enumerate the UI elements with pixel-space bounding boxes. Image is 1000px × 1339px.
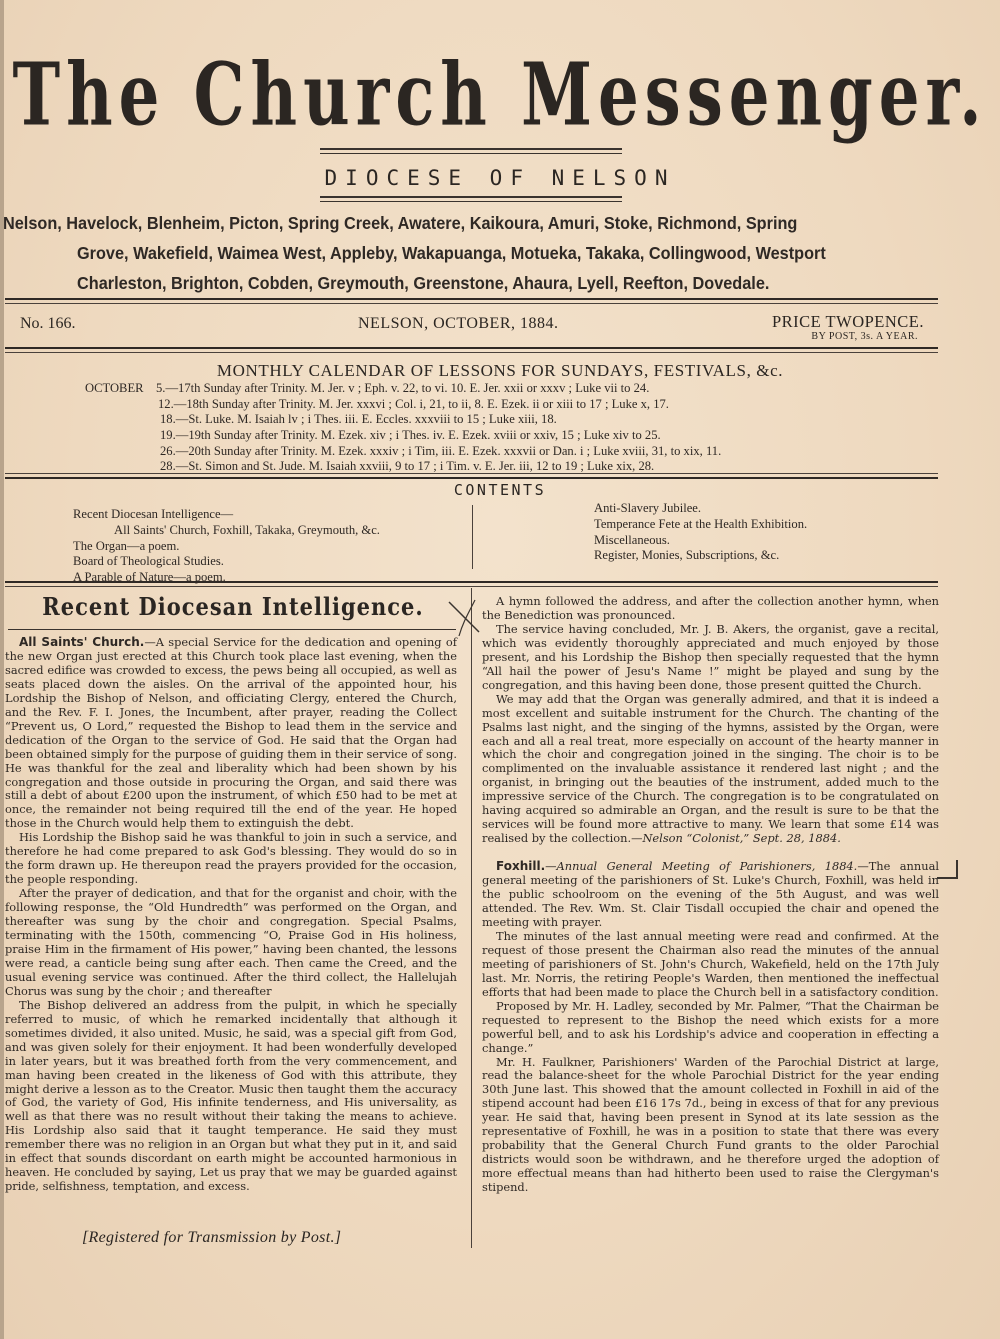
- calendar-entry: [85, 412, 985, 428]
- parish-line: Grove, Wakefield, Waimea West, Appleby, Wakapuanga, Motueka, Takaka, Collingwood, Westport: [77, 243, 826, 263]
- article-paragraph: Proposed by Mr. H. Ladley, seconded by Mr. Palmer, “That the Chairman be requested to represent to the Bishop the need which exists for a more powerful bell, and to ask his Lordship's advice and cooperation in effecting a change.”: [482, 998, 939, 1055]
- article-source: Nelson “Colonist,” Sept. 28, 1884.: [642, 831, 841, 846]
- calendar-entry-text: 19.—19th Sunday after Trinity. M. Ezek. xiv ; i Thes. iv. E. Ezek. xviii or xxiv, 15 ; Luke xiv to 25.: [160, 428, 661, 443]
- article-rule-top-thin: [5, 586, 938, 587]
- contents-item[interactable]: Board of Theological Studies.: [73, 554, 224, 569]
- article-paragraph: His Lordship the Bishop said he was thankful to join in such a service, and therefore he had come prepared to ask God's blessing. They would do so in the form drawn up. He thereupon read the prayers provided for the occasion, the people responding.: [5, 830, 457, 887]
- article-spacer: [482, 846, 939, 860]
- contents-right-list: [594, 501, 807, 564]
- registered-notice: [Registered for Transmission by Post.]: [82, 1229, 342, 1246]
- article-paragraph: The minutes of the last annual meeting were read and confirmed. At the request of those present the Chairman also read the minutes of the annual meeting of parishioners of St. John's Church, Wakefield, held on the 17th July last. Mr. Norris, the retiring People's Warden, then mentioned the ineffectual efforts that had been made to place the Church bell in a satisfactory condition.: [482, 928, 939, 999]
- article-paragraph: The Bishop delivered an address from the pulpit, in which he specially referred to music, of which he remarked incidentally that although it sometimes divided, it also united. Music, he said, was a special gift from God, and was given solely for their enjoyment. It had been wonderfully developed in later years, but it was breathed forth from the very commencement, and man having been created in the likeness of God with this attribute, they might derive a lesson as to the Creator. Music then taught them the accuracy of God, the variety of God, His infinite tenderness, and His universality, as well as that there was no result without their taking the means to achieve. His Lordship also said that it taught temperance. He said they must remember there was no religion in an Organ but what they put in it, and said in effect that sounds discordant on earth might be accounted harmonious in heaven. He concluded by saying, Let us pray that we may be guarded against pride, selfishness, temptation, and excess.: [5, 997, 457, 1194]
- contents-item[interactable]: The Organ—a poem.: [73, 538, 180, 553]
- masthead-rule-bottom: [320, 196, 622, 198]
- article-rule-top: [5, 581, 938, 583]
- article-paragraph: We may add that the Organ was generally admired, and that it is indeed a most excellent and suitable instrument for the Church. The chanting of the Psalms last night, and the singing of the hymns, assisted by the Organ, were each and all a real treat, more especially on account of the hearty manner in which the choir and congregation joined in the singing. The choir is to be complimented on the invaluable assistance it rendered last night ; and the organist, in bringing out the beauties of the instrument, added much to the impressive service of the Church. The congregation is to be congratulated on having acquired so admirable an Organ, and the result is sure to be that the services will be found more attractive to many. We learn that some £14 was realised by the collection.—: [482, 691, 939, 846]
- issue-rule-top-thin: [5, 303, 938, 304]
- calendar-month: OCTOBER: [85, 381, 144, 395]
- article-subtitle: —Annual General Meeting of Parishioners, 1884.: [545, 859, 858, 874]
- page-edge: [0, 0, 4, 1339]
- issue-price: PRICE TWOPENCE.: [771, 312, 924, 331]
- parish-line: Nelson, Havelock, Blenheim, Picton, Spring Creek, Awatere, Kaikoura, Amuri, Stoke, Richmond, Spring: [3, 213, 798, 233]
- masthead-rule-top: [320, 148, 622, 150]
- parish-line: Charleston, Brighton, Cobden, Greymouth, Greenstone, Ahaura, Lyell, Reefton, Dovedale.: [77, 273, 770, 293]
- section-heading: Recent Diocesan Intelligence.: [42, 592, 424, 621]
- calendar-rule-top: [5, 347, 938, 349]
- issue-rule-top: [5, 298, 938, 300]
- contents-item[interactable]: Anti-Slavery Jubilee.: [594, 501, 702, 515]
- contents-item[interactable]: A Parable of Nature—a poem.: [73, 570, 226, 585]
- calendar-entry: [85, 397, 985, 413]
- issue-dateline: NELSON, OCTOBER, 1884.: [358, 315, 559, 332]
- article-lead: All Saints' Church.: [19, 635, 145, 649]
- calendar-lessons: [85, 381, 985, 475]
- diocese-subtitle: DIOCESE OF NELSON: [324, 166, 676, 190]
- calendar-entry-text: 26.—20th Sunday after Trinity. M. Ezek. xxxiv ; i Tim, iii. E. Ezek. xxxvii or Dan. i ; Luke xviii, 31, to xix, 11.: [160, 443, 722, 458]
- article-lead: Foxhill.: [496, 859, 546, 874]
- article-paragraph: A hymn followed the address, and after the collection another hymn, when the Benediction was pronounced.: [482, 594, 939, 622]
- contents-item[interactable]: All Saints' Church, Foxhill, Takaka, Greymouth, &c.: [114, 522, 380, 537]
- calendar-title: MONTHLY CALENDAR OF LESSONS FOR SUNDAYS, FESTIVALS, &c.: [216, 361, 784, 380]
- contents-rule-top: [5, 473, 938, 474]
- article-right-column: [482, 595, 939, 1195]
- calendar-entry-text: 18.—St. Luke. M. Isaiah lv ; i Thes. iii. E. Eccles. xxxviii to 15 ; Luke xiii, 18.: [160, 412, 557, 427]
- article-all-saints: [5, 636, 457, 1194]
- column-divider: [471, 588, 472, 1248]
- article-paragraph: After the prayer of dedication, and that for the organist and choir, with the following response, the “Old Hundredth” was performed on the Organ, and thereafter was sung by the choir and congregation. Special Psalms, terminating with the 150th, commencing “O, Praise God in His holiness, praise Him in the firmament of His power,” having been chanted, the lessons were read, a canticle being sung after each. Then came the Creed, and the usual evening service was continued. After the third collect, the Hallelujah Chorus was sung by the choir ; and thereafter: [5, 886, 457, 998]
- contents-divider: [472, 505, 473, 569]
- calendar-entry-text: 28.—St. Simon and St. Jude. M. Isaiah xxviii, 9 to 17 ; i Tim. v. E. Jer. iii, 12 to 19 ; Luke xix, 28.: [160, 459, 655, 474]
- calendar-entry: [85, 381, 985, 397]
- calendar-entry: [85, 428, 985, 444]
- masthead-title: The Church Messenger.: [12, 45, 988, 147]
- article-paragraph: Mr. H. Faulkner, Parishioners' Warden of the Parochial District at large, read the balance-sheet for the whole Parochial District for the year ending 30th June last. This showed that the amount collected in Foxhill in aid of the stipend account had been £16 17s 7d., being in excess of that for any previous year. He said that, having been present in Synod at its late session as the representative of Foxhill, he was in a position to state that there was every probability that the General Church Fund grants to the older Parochial districts would soon be withdrawn, and he therefore urged the adoption of more effectual means than had hitherto been used to raise the Clergyman's stipend.: [482, 1054, 939, 1195]
- contents-item[interactable]: Temperance Fete at the Health Exhibition.: [594, 516, 808, 531]
- section-rule: [8, 629, 456, 630]
- calendar-entry: [85, 444, 985, 460]
- article-paragraph: —The annual general meeting of the parishioners of St. Luke's Church, Foxhill, was held in the public schoolroom on the evening of the 5th August, and was well attended. The Rev. Wm. St. Clair Tisdall occupied the chair and opened the meeting with prayer.: [482, 859, 939, 929]
- postal-rate: BY POST, 3s. A YEAR.: [811, 331, 918, 342]
- contents-left-list: [73, 507, 380, 586]
- contents-item[interactable]: Miscellaneous.: [594, 532, 670, 547]
- calendar-entry-text: 5.—17th Sunday after Trinity. M. Jer. v ; Eph. v. 22, to vi. 10. E. Jer. xxii or xxxv ; Luke vii to 24.: [156, 381, 650, 395]
- calendar-entry-text: 12.—18th Sunday after Trinity. M. Jer. xxxvi ; Col. i, 21, to ii, 8. E. Ezek. ii or xiii to 17 ; Luke x, 17.: [158, 396, 669, 411]
- pencil-x-mark-icon: [445, 598, 485, 638]
- contents-rule-top-thick: [5, 477, 938, 479]
- contents-item[interactable]: Recent Diocesan Intelligence—: [73, 507, 234, 521]
- article-paragraph: The service having concluded, Mr. J. B. Akers, the organist, gave a recital, which was evidently thoroughly appreciated and much enjoyed by those present, and his Lordship the Bishop then specially requested that the hymn “All hail the power of Jesu's Name !” might be played and sung by the congregation, and this having been done, those present quitted the Church.: [482, 621, 939, 692]
- contents-item[interactable]: Register, Monies, Subscriptions, &c.: [594, 548, 780, 563]
- calendar-rule-top-thin: [5, 352, 938, 353]
- contents-title: CONTENTS: [453, 481, 547, 499]
- pencil-bracket-mark-icon: [935, 856, 965, 886]
- issue-number: No. 166.: [20, 315, 76, 332]
- article-paragraph: —A special Service for the dedication and opening of the new Organ just erected at this Church took place last evening, when the sacred edifice was crowded to excess, the pews being all occupied, as well as seats placed down the aisles. On the arrival of the appointed hour, his Lordship the Bishop of Nelson, and officiating Clergy, entered the Church, and the Rev. F. I. Jones, the Incumbent, after prayer, reading the Collect “Prevent us, O Lord,” requested the Bishop to lead them in the service and dedication of the Organ to the service of God. He said that the Organ had been obtained simply for the purpose of guiding them in their service of song. He was thankful for the zeal and liberality which had been shown by his congregation and those outside in procuring the Organ, and said there was still a debt of about £200 upon the instrument, of which £50 had to be met at once, the remainder not being required till the end of the year. He hoped those in the Church would help them to extinguish the debt.: [5, 635, 457, 831]
